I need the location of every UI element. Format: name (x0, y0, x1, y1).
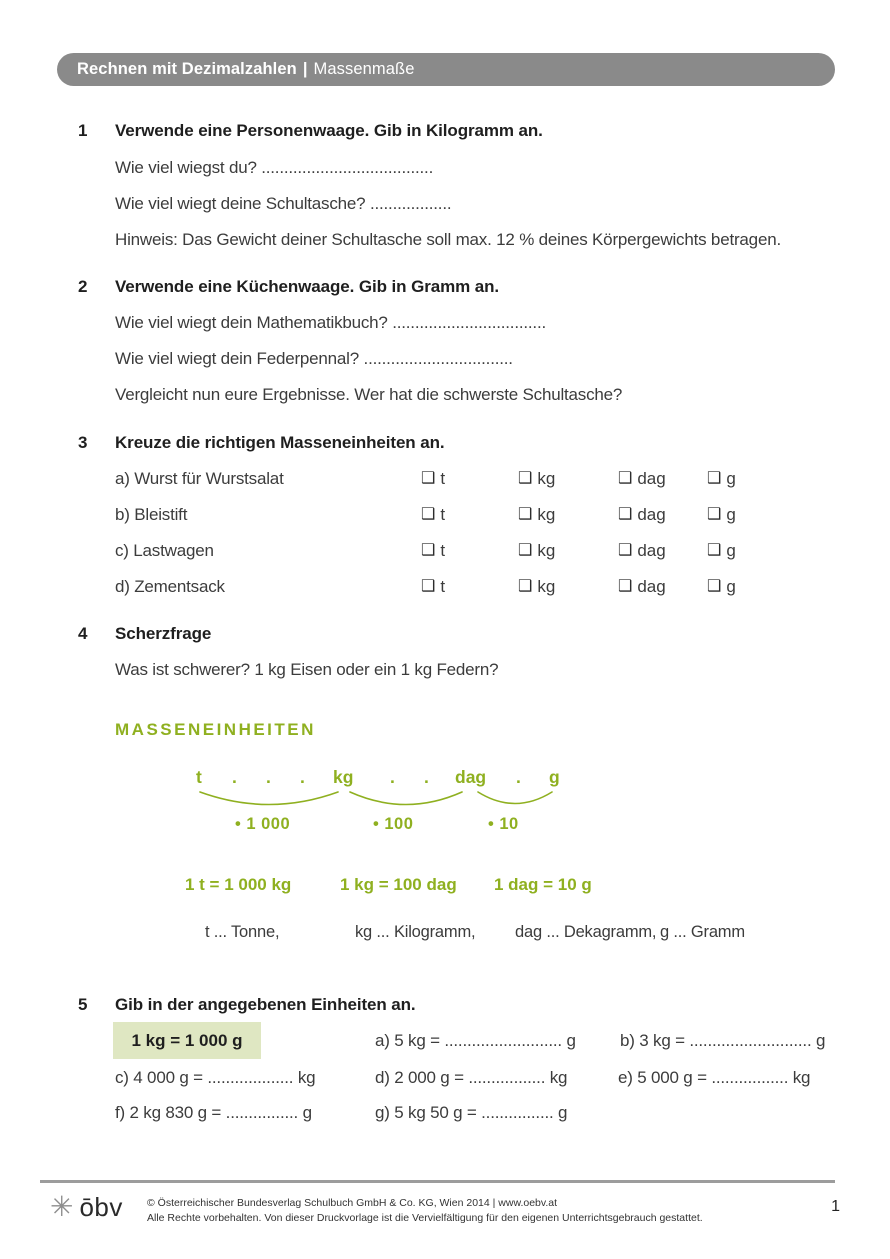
checkbox-icon: ❑ (518, 506, 533, 523)
section-1-number: 1 (78, 121, 88, 140)
checkbox-row-c (115, 541, 845, 561)
checkbox-icon: ❑ (618, 578, 633, 595)
section-2-heading: Verwende eine Küchenwaage. Gib in Gramm an. (115, 277, 499, 296)
unit-label: g (726, 541, 736, 560)
exercise-item-a: a) 5 kg = .......................... g (375, 1031, 576, 1050)
checkbox-option-kg (518, 541, 555, 561)
checkbox-option-kg (518, 577, 555, 597)
formula-dag-g: 1 dag = 10 g (494, 875, 592, 894)
checkbox-row-a (115, 469, 845, 489)
footer-divider (40, 1180, 835, 1183)
checkbox-icon: ❑ (618, 470, 633, 487)
checkbox-option-dag (618, 505, 666, 525)
exercise-item-g: g) 5 kg 50 g = ................ g (375, 1103, 568, 1122)
section-4-number: 4 (78, 624, 88, 643)
checkbox-icon: ❑ (421, 578, 436, 595)
unit-label: g (726, 505, 736, 524)
unit-label: t (440, 541, 446, 560)
scale-unit-g: g (549, 767, 560, 787)
scale-unit-dag: dag (455, 767, 487, 787)
unit-label: t (440, 505, 446, 524)
section-4-line-1: Was ist schwerer? 1 kg Eisen oder ein 1 kg Federn? (115, 660, 499, 679)
checkbox-option-t (421, 577, 445, 597)
scale-dot: . (516, 767, 521, 787)
header-title-bold: Rechnen mit Dezimalzahlen (77, 60, 297, 78)
unit-label: kg (537, 577, 556, 596)
scale-dot: . (232, 767, 237, 787)
unit-label: t (440, 469, 446, 488)
checkbox-option-g (707, 505, 736, 525)
exercise-item-c: c) 4 000 g = ................... kg (115, 1068, 316, 1087)
copyright-line-2: Alle Rechte vorbehalten. Von dieser Druckvorlage ist die Vervielfältigung für den eigenen Unterrichtsgebrauch gestattet. (147, 1212, 703, 1224)
legend-gramm: g ... Gramm (660, 923, 745, 941)
section-1-line-1: Wie viel wiegst du? ...................................... (115, 158, 434, 177)
checkbox-icon: ❑ (421, 470, 436, 487)
units-legend (115, 923, 875, 943)
obv-logo-text: ōbv (79, 1192, 123, 1222)
multiplier-10: • 10 (488, 815, 519, 833)
checkbox-icon: ❑ (707, 470, 722, 487)
checkbox-icon: ❑ (618, 542, 633, 559)
section-1-line-2: Wie viel wiegt deine Schultasche? .................. (115, 194, 452, 213)
copyright-text (147, 1196, 707, 1226)
section-5-heading: Gib in der angegebenen Einheiten an. (115, 995, 416, 1014)
checkbox-option-dag (618, 469, 666, 489)
multiplier-1000: • 1 000 (235, 815, 291, 833)
unit-label: dag (637, 469, 666, 488)
checkbox-row-label: c) Lastwagen (115, 541, 214, 560)
publisher-logo (50, 1193, 123, 1221)
checkbox-option-kg (518, 505, 555, 525)
legend-dekagramm: dag ... Dekagramm, (515, 923, 657, 941)
checkbox-icon: ❑ (707, 542, 722, 559)
checkbox-option-kg (518, 469, 555, 489)
checkbox-icon: ❑ (421, 542, 436, 559)
checkbox-row-label: d) Zementsack (115, 577, 225, 596)
exercise-item-d: d) 2 000 g = ................. kg (375, 1068, 568, 1087)
checkbox-icon: ❑ (618, 506, 633, 523)
section-2-line-2: Wie viel wiegt dein Federpennal? ................................. (115, 349, 513, 368)
checkbox-icon: ❑ (518, 470, 533, 487)
formula-kg-dag: 1 kg = 100 dag (340, 875, 457, 894)
checkbox-option-t (421, 469, 445, 489)
section-2-line-1: Wie viel wiegt dein Mathematikbuch? .................................. (115, 313, 546, 332)
checkbox-option-g (707, 469, 736, 489)
unit-label: g (726, 469, 736, 488)
obv-star-icon: ✳ (50, 1191, 74, 1222)
checkbox-icon: ❑ (707, 506, 722, 523)
unit-label: kg (537, 505, 556, 524)
section-4-heading: Scherzfrage (115, 624, 212, 643)
conversion-formulas (115, 875, 815, 895)
checkbox-option-g (707, 577, 736, 597)
checkbox-row-d (115, 577, 845, 597)
scale-dot: . (424, 767, 429, 787)
checkbox-row-label: a) Wurst für Wurstsalat (115, 469, 284, 488)
unit-label: dag (637, 505, 666, 524)
multiplier-100: • 100 (373, 815, 414, 833)
unit-label: kg (537, 469, 556, 488)
page-number: 1 (831, 1198, 840, 1215)
checkbox-option-dag (618, 577, 666, 597)
legend-tonne: t ... Tonne, (205, 923, 280, 941)
section-3-number: 3 (78, 433, 88, 452)
header-divider: | (302, 60, 308, 78)
scale-dot: . (390, 767, 395, 787)
section-1-heading: Verwende eine Personenwaage. Gib in Kilogramm an. (115, 121, 543, 140)
section-1-hint: Hinweis: Das Gewicht deiner Schultasche soll max. 12 % deines Körpergewichts betragen. (115, 230, 781, 249)
exercise-item-e: e) 5 000 g = ................. kg (618, 1068, 811, 1087)
checkbox-row-b (115, 505, 845, 525)
section-3-heading: Kreuze die richtigen Masseneinheiten an. (115, 433, 445, 452)
unit-label: kg (537, 541, 556, 560)
checkbox-icon: ❑ (518, 542, 533, 559)
checkbox-option-g (707, 541, 736, 561)
legend-kilogramm: kg ... Kilogramm, (355, 923, 476, 941)
checkbox-icon: ❑ (707, 578, 722, 595)
example-highlight-box: 1 kg = 1 000 g (113, 1022, 261, 1059)
checkbox-option-dag (618, 541, 666, 561)
scale-unit-kg: kg (333, 767, 354, 787)
exercise-item-f: f) 2 kg 830 g = ................ g (115, 1103, 312, 1122)
infobox-title: MASSENEINHEITEN (115, 720, 316, 739)
copyright-line-1: © Österreichischer Bundesverlag Schulbuch GmbH & Co. KG, Wien 2014 | www.oebv.at (147, 1197, 558, 1209)
mass-units-scale-diagram (115, 765, 815, 860)
formula-t-kg: 1 t = 1 000 kg (185, 875, 292, 894)
scale-unit-t: t (196, 767, 202, 787)
section-2-line-3: Vergleicht nun eure Ergebnisse. Wer hat die schwerste Schultasche? (115, 385, 623, 404)
checkbox-icon: ❑ (518, 578, 533, 595)
exercise-item-b: b) 3 kg = ........................... g (620, 1031, 826, 1050)
scale-dot: . (266, 767, 271, 787)
section-5-number: 5 (78, 995, 88, 1014)
scale-dot: . (300, 767, 305, 787)
checkbox-row-label: b) Bleistift (115, 505, 188, 524)
header-bar (57, 53, 835, 86)
unit-label: t (440, 577, 446, 596)
checkbox-option-t (421, 541, 445, 561)
unit-label: dag (637, 541, 666, 560)
unit-label: dag (637, 577, 666, 596)
checkbox-icon: ❑ (421, 506, 436, 523)
section-2-number: 2 (78, 277, 88, 296)
unit-label: g (726, 577, 736, 596)
header-title-light: Massenmaße (313, 60, 415, 78)
checkbox-option-t (421, 505, 445, 525)
